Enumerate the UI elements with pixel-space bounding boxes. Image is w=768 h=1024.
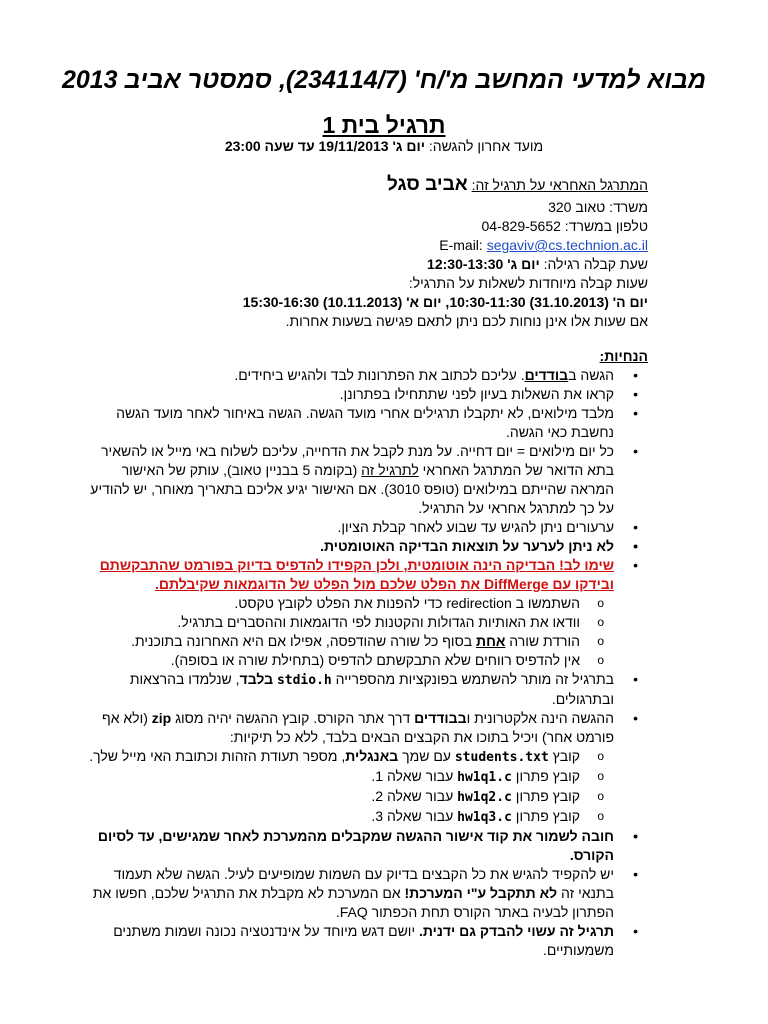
list-item bbox=[88, 366, 648, 385]
text: בסוף כל שורה שהודפסה, אפילו אם היא האחרונה בתוכנית. bbox=[131, 633, 477, 649]
sub-list bbox=[88, 747, 614, 827]
sub-list-item: o אין להדפיס רווחים שלא התבקשתם להדפיס (בתחילת שורה או בסופה). bbox=[88, 651, 614, 670]
sub-list-item bbox=[88, 747, 614, 767]
emphasis: בבודדים bbox=[414, 710, 467, 726]
list-item bbox=[88, 670, 648, 709]
text: . עליכם לכתוב את הפתרונות לבד ולהגיש ביחידים. bbox=[234, 367, 525, 383]
code: hw1q2.c bbox=[457, 790, 512, 805]
list-item: • קראו את השאלות בעיון לפני שתתחילו בפתרונן. bbox=[88, 385, 648, 404]
special-hours-label: שעות קבלה מיוחדות לשאלות על התרגיל: bbox=[408, 275, 648, 291]
emphasis: באנגלית bbox=[345, 748, 399, 764]
special-hours-value: יום ה' (31.10.2013) 10:30-11:30, יום א' (10.11.2013) 15:30-16:30 bbox=[242, 294, 648, 310]
list-item: • ערעורים ניתן להגיש עד שבוע לאחר קבלת הציון. bbox=[88, 518, 648, 537]
text: יושם דגש מיוחד על אינדנטציה נכונה ושמות משתנים משמעותיים. bbox=[113, 923, 614, 958]
code: students.txt bbox=[454, 750, 549, 765]
course-title: מבוא למדעי המחשב מ'/ח' (234114/7), סמסטר אביב 2013 bbox=[61, 66, 707, 94]
text: ההגשה הינה אלקטרונית ו bbox=[466, 710, 614, 726]
emphasis: תרגיל זה עשוי להבדק גם ידנית. bbox=[418, 923, 614, 939]
sub-list-item bbox=[88, 767, 614, 787]
sub-list-item: o וודאו את האותיות הגדולות והקטנות לפי הדוגמאות וההסברים בתרגיל. bbox=[88, 613, 614, 632]
office-hours bbox=[68, 255, 648, 274]
office-hours-value: יום ג' 12:30-13:30 bbox=[427, 256, 540, 272]
code: hw1q3.c bbox=[457, 810, 512, 825]
text: , מספר תעודת הזהות וכתובת האי מייל שלך. bbox=[89, 748, 346, 764]
emphasis: בודדים bbox=[524, 367, 569, 383]
ta-line bbox=[68, 172, 648, 198]
ta-phone: טלפון במשרד: 04-829-5652 bbox=[481, 218, 648, 234]
deadline-label: מועד אחרון להגשה: bbox=[424, 138, 544, 154]
ta-name: אביב סגל bbox=[386, 174, 468, 195]
text: עם שמך bbox=[398, 748, 455, 764]
ta-office: משרד: טאוב 320 bbox=[548, 199, 648, 215]
list-item bbox=[88, 442, 648, 518]
list-item bbox=[88, 922, 648, 960]
code: hw1q1.c bbox=[457, 770, 512, 785]
emphasis: לתרגיל זה bbox=[361, 462, 419, 478]
ta-email-line bbox=[68, 236, 648, 255]
list-item: • לא ניתן לערער על תוצאות הבדיקה האוטומטית. bbox=[88, 537, 648, 556]
emphasis: אחת bbox=[476, 633, 506, 649]
warning-text: שימו לב! הבדיקה הינה אוטומטית, ולכן הקפידו להדפיס בדיוק בפורמט שהתבקשתם ובידקו עם DiffMerge את הפלט שלכם מול הפלט של הדוגמאות שקיבלתם. bbox=[99, 557, 614, 592]
text: הורדת שורה bbox=[505, 633, 580, 649]
ta-label: המתרגל האחראי על תרגיל זה: bbox=[471, 177, 648, 193]
sub-list-item bbox=[88, 632, 614, 651]
text: אם המערכת לא מקבלת את התרגיל שלכם, חפשו את הפתרון לבעיה באתר הקורס תחת הכפתור FAQ. bbox=[92, 885, 614, 920]
text: עבור שאלה 3. bbox=[371, 808, 458, 824]
text: בתרגיל זה מותר להשתמש בפונקציות מהספרייה bbox=[331, 671, 614, 687]
office-hours-label: שעת קבלה רגילה: bbox=[539, 256, 648, 272]
instructions-heading: הנחיות: bbox=[599, 348, 648, 364]
text: , שנלמדו בהרצאות ובתרגולים. bbox=[129, 671, 614, 707]
sub-list bbox=[88, 594, 614, 670]
text: קובץ פתרון bbox=[511, 788, 580, 804]
homework-title: תרגיל בית 1 bbox=[322, 112, 446, 138]
text: קובץ פתרון bbox=[511, 768, 580, 784]
text: (בקומה 5 בבניין טאוב), עותק של האישור המראה שהייתם במילואים (טופס 3010). אם האישור יגיע אליכם בתאריך מאוחר, יש להודיע על כך למתרגל אחראי על התרגיל. bbox=[90, 462, 614, 516]
text: עבור שאלה 2. bbox=[371, 788, 458, 804]
deadline bbox=[0, 138, 768, 154]
sub-list-item: o השתמשו ב redirection כדי להפנות את הפלט לקובץ טקסט. bbox=[88, 594, 614, 613]
sub-list-item bbox=[88, 807, 614, 827]
text: כל יום מילואים = יום דחייה. על מנת לקבל את הדחייה, עליכם לשלוח באי מייל או להשאיר בתא הדואר של המתרגל האחראי bbox=[101, 443, 614, 478]
text: הגשה ב bbox=[568, 367, 614, 383]
email-label: E-mail: bbox=[439, 237, 487, 253]
code: stdio.h bbox=[276, 673, 332, 688]
text: קובץ פתרון bbox=[511, 808, 580, 824]
emphasis: לא תתקבל ע"י המערכת! bbox=[404, 885, 558, 901]
ta-info bbox=[68, 172, 648, 331]
list-item: • מלבד מילואים, לא יתקבלו תרגילים אחרי מועד הגשה. הגשה באיחור לאחר מועד הגשה נחשבת כאי הגשה. bbox=[88, 404, 648, 442]
text: עבור שאלה 1. bbox=[371, 768, 458, 784]
hours-note: אם שעות אלו אינן נוחות לכם ניתן לתאם פגישה בשעות אחרות. bbox=[285, 313, 648, 329]
deadline-value: יום ג' 19/11/2013 עד שעה 23:00 bbox=[224, 138, 425, 154]
list-item: • חובה לשמור את קוד אישור ההגשה שמקבלים מהמערכת לאחר שמגישים, עד לסיום הקורס. bbox=[88, 827, 648, 865]
email-link[interactable]: segaviv@cs.technion.ac.il bbox=[486, 237, 648, 253]
list-item bbox=[88, 556, 648, 670]
list-item bbox=[88, 709, 648, 827]
text: קובץ bbox=[548, 748, 580, 764]
text: (ולא אף פורמט אחר) ויכיל בתוכו את הקבצים הבאים בלבד, ללא כל תיקיות: bbox=[101, 710, 614, 745]
emphasis: בלבד bbox=[239, 671, 277, 687]
emphasis: zip bbox=[151, 710, 172, 726]
instructions-list bbox=[88, 366, 648, 960]
sub-list-item bbox=[88, 787, 614, 807]
text: יש להקפיד להגיש את כל הקבצים בדיוק עם השמות שמופיעים לעיל. הגשה שלא תעמוד בתנאי זה bbox=[113, 866, 614, 901]
list-item bbox=[88, 865, 648, 922]
text: דרך אתר הקורס. קובץ ההגשה יהיה מסוג bbox=[171, 710, 415, 726]
